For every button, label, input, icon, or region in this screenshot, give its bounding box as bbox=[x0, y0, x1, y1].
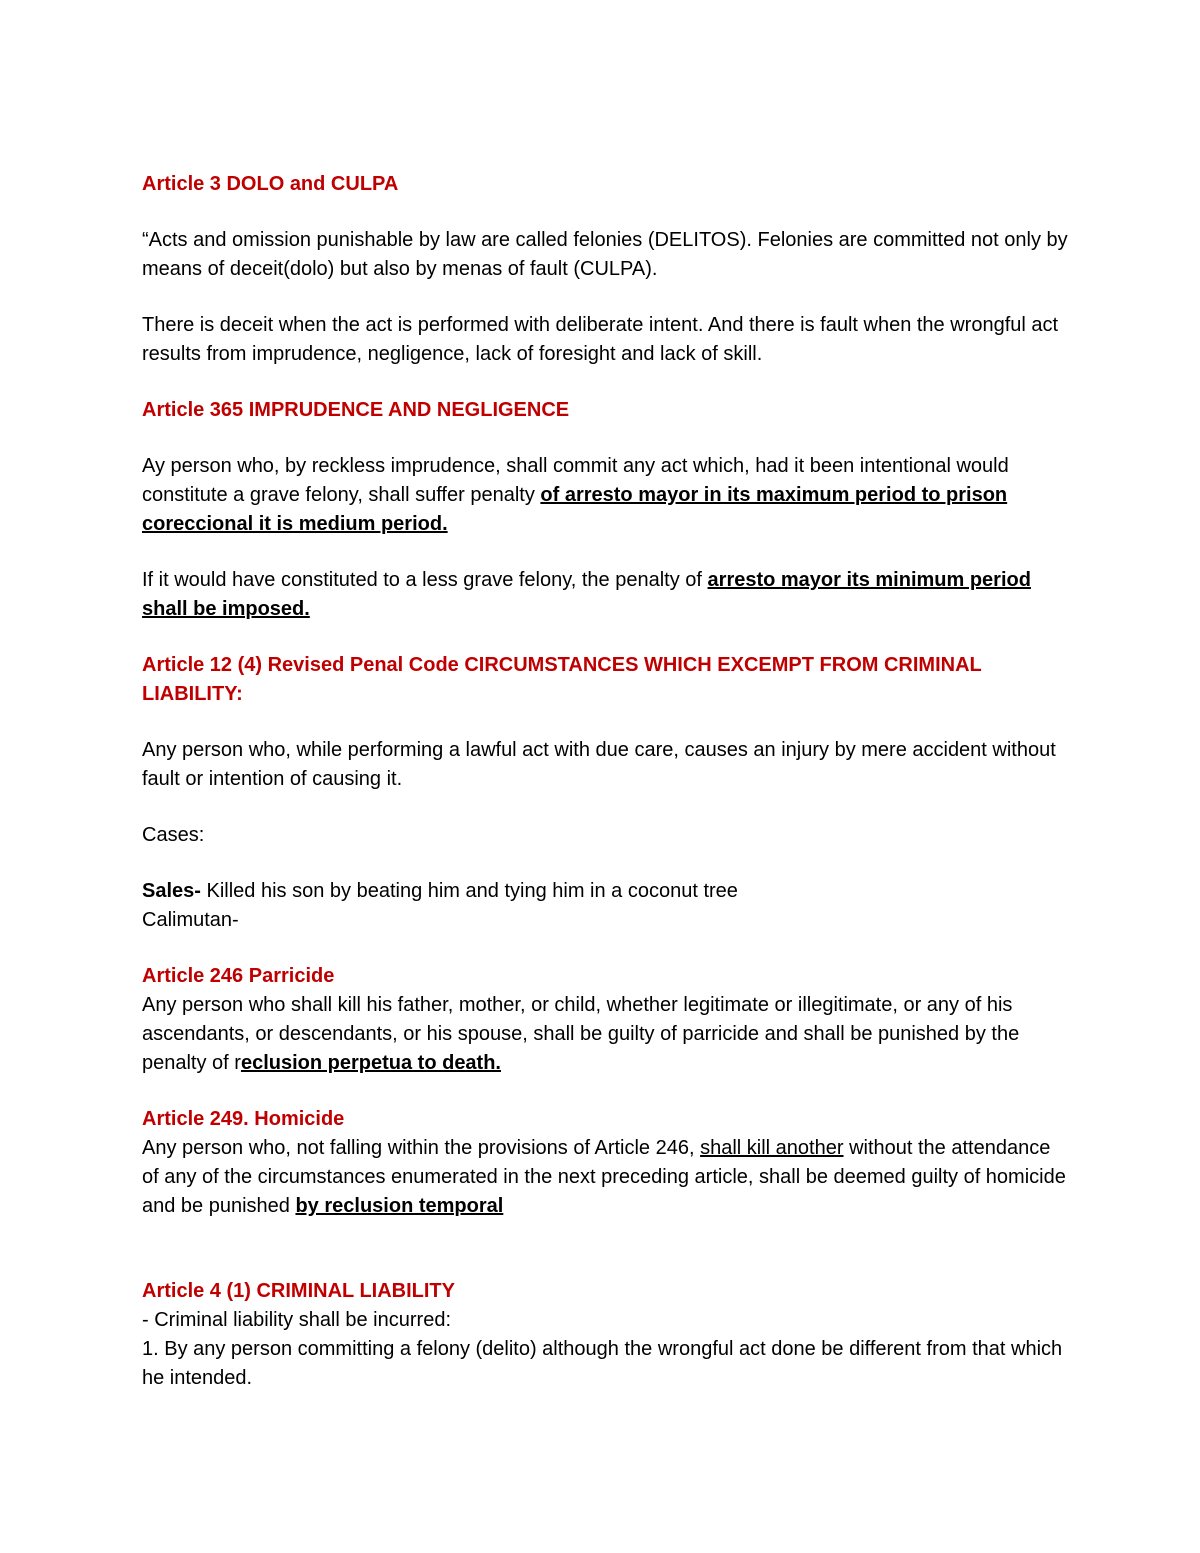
case-sales bbox=[142, 877, 1072, 906]
heading-article-246: Article 246 Parricide bbox=[142, 965, 335, 987]
article-246-text: Any person who shall kill his father, mother, or child, whether legitimate or illegitimate, or any of his ascendants, or descendants, or his spouse, shall be guilty of parricide and shall be punished by the penalty of r bbox=[142, 994, 1020, 1074]
article-249-paragraph bbox=[142, 1134, 1072, 1221]
article-365-p1-text: Ay person who, by reckless imprudence, shall commit any act which, had it been intentional would constitute a grave felony, shall suffer penalty bbox=[142, 455, 1009, 506]
case-sales-name: Sales- bbox=[142, 880, 201, 902]
article-365-paragraph-2 bbox=[142, 566, 1072, 624]
article-249-text-a: Any person who, not falling within the provisions of Article 246, bbox=[142, 1137, 701, 1159]
article-249-underlined: shall kill another bbox=[700, 1137, 844, 1159]
article-249-penalty: by reclusion temporal bbox=[295, 1195, 504, 1217]
article-246-penalty: eclusion perpetua to death. bbox=[240, 1052, 501, 1074]
article-3-paragraph-2: There is deceit when the act is performed with deliberate intent. And there is fault when the wrongful act results from imprudence, negligence, lack of foresight and lack of skill. bbox=[142, 314, 1059, 365]
document-page bbox=[142, 170, 1072, 1393]
article-4-line-2: 1. By any person committing a felony (delito) although the wrongful act done be different from that which he intended. bbox=[142, 1338, 1063, 1389]
article-249-text-b: without the attendance of any of the circumstances enumerated in the next preceding article, shall be deemed guilty of homicide and be punished bbox=[142, 1137, 1066, 1217]
heading-article-4: Article 4 (1) CRIMINAL LIABILITY bbox=[142, 1280, 455, 1302]
article-246-paragraph bbox=[142, 991, 1072, 1078]
heading-article-3: Article 3 DOLO and CULPA bbox=[142, 173, 399, 195]
article-3-paragraph-1: “Acts and omission punishable by law are called felonies (DELITOS). Felonies are committed not only by means of deceit(dolo) but also by menas of fault (CULPA). bbox=[142, 229, 1068, 280]
article-365-paragraph-1 bbox=[142, 452, 1072, 539]
article-365-p2-penalty: arresto mayor its minimum period shall be imposed. bbox=[142, 569, 1031, 620]
heading-article-365: Article 365 IMPRUDENCE AND NEGLIGENCE bbox=[142, 399, 570, 421]
article-365-p2-text: If it would have constituted to a less grave felony, the penalty of bbox=[142, 569, 708, 591]
heading-article-249: Article 249. Homicide bbox=[142, 1108, 345, 1130]
article-365-p1-penalty: of arresto mayor in its maximum period to prison coreccional it is medium period. bbox=[142, 484, 1008, 535]
heading-article-12: Article 12 (4) Revised Penal Code CIRCUMSTANCES WHICH EXCEMPT FROM CRIMINAL LIABILITY: bbox=[142, 654, 982, 705]
case-sales-text: Killed his son by beating him and tying him in a coconut tree bbox=[200, 880, 738, 902]
article-12-paragraph: Any person who, while performing a lawful act with due care, causes an injury by mere accident without fault or intention of causing it. bbox=[142, 739, 1056, 790]
cases-label: Cases: bbox=[142, 824, 205, 846]
case-calimutan: Calimutan- bbox=[142, 909, 239, 931]
article-4-line-1: - Criminal liability shall be incurred: bbox=[142, 1309, 451, 1331]
